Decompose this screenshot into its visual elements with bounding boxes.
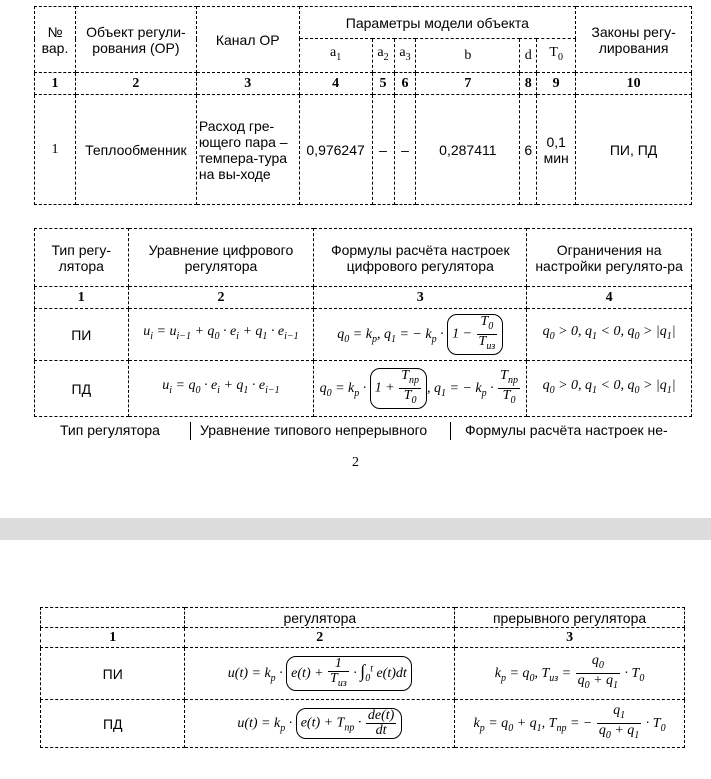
header-b: b	[416, 39, 520, 73]
row-a2: –	[372, 95, 394, 205]
index-cell: 3	[314, 287, 527, 309]
index-cell: 1	[41, 628, 185, 648]
pd-digital-formulas: $q_0 = k_p \cdot 1$ + $\frac{T_{пр}}{T_0}$ , $q_1$ = − $k_p$ · $\frac{T_{пр}}{T_0}$	[314, 361, 527, 417]
row-b: 0,287411	[416, 95, 520, 205]
row-type-pd: ПД	[35, 361, 129, 417]
pi-continuous-formulas: $k_p = q_0$, $T_{из}$ = $\frac{q_0}{q_0 + q_1}$ · $T_0$	[455, 648, 685, 700]
cut-separator	[190, 422, 191, 440]
cut-header-formulas: Формулы расчёта настроек не-	[465, 422, 668, 438]
pd-continuous-equation: $u(t) = k_p \cdot e(t) + T_{пр}$ · $\frac{de(t)}{dt}$	[185, 700, 455, 748]
header-limits: Ограничения на настройки регулято-ра	[527, 229, 692, 287]
page-number: 2	[352, 455, 359, 470]
pi-digital-formulas: $q_0 = k_p$, $q_1$ = − $k_p \cdot 1$ − $\frac{T_0}{T_{из}}$	[314, 309, 527, 361]
row-a1: 0,976247	[299, 95, 372, 205]
row-type-pi: ПИ	[35, 309, 129, 361]
cut-separator	[450, 422, 451, 440]
variant-table	[34, 6, 692, 205]
index-cell: 3	[196, 73, 299, 95]
header-channel: Канал ОР	[196, 7, 299, 73]
index-cell: 4	[299, 73, 372, 95]
row-a3: –	[394, 95, 416, 205]
index-cell: 1	[35, 73, 76, 95]
index-cell: 1	[35, 287, 129, 309]
pi-continuous-equation: $u(t) = k_p \cdot e(t)$ + $\frac{1}{T_{из}}$ · $\int_0^t$ e(t)dt	[185, 648, 455, 700]
pi-digital-equation: $u_i = u_{i-1} + q_0 \cdot e_i + q_1 \cdot e_{i-1}$	[128, 309, 314, 361]
cont-row-type-pd: ПД	[41, 700, 185, 748]
document-page-2	[0, 540, 711, 779]
row-d: 6	[520, 95, 537, 205]
pd-digital-equation: $u_i = q_0 \cdot e_i + q_1 \cdot e_{i-1}$	[128, 361, 314, 417]
index-cell: 10	[576, 73, 692, 95]
pd-limits: $q_0 > 0$, $q_1 < 0$, $q_0 > |q_1|$	[527, 361, 692, 417]
pd-continuous-formulas: $k_p = q_0 + q_1$, $T_{пр}$ = − $\frac{q_1}{q_0 + q_1}$ · $T_0$	[455, 700, 685, 748]
page-gap	[0, 518, 711, 540]
digital-regulator-table	[34, 228, 692, 417]
continuous-regulator-table	[40, 607, 685, 748]
row-variant-number: 1	[35, 95, 76, 205]
index-cell: 6	[394, 73, 416, 95]
header-a2: $a_2$	[372, 39, 394, 73]
header-digital-formulas: Формулы расчёта настроек цифрового регулятора	[314, 229, 527, 287]
row-channel: Расход гре-ющего пара – темпера-тура на вы-ходе	[196, 95, 299, 205]
header-model-params: Параметры модели объекта	[299, 7, 576, 39]
index-cell: 4	[527, 287, 692, 309]
header-t0: $T_0$	[537, 39, 576, 73]
cont-header-equation: регулятора	[185, 608, 455, 628]
index-cell: 3	[455, 628, 685, 648]
cont-row-type-pi: ПИ	[41, 648, 185, 700]
header-object: Объект регули-рования (ОР)	[75, 7, 196, 73]
split-table-header-row	[40, 422, 680, 440]
index-cell: 2	[185, 628, 455, 648]
index-cell: 7	[416, 73, 520, 95]
header-digital-equation: Уравнение цифрового регулятора	[128, 229, 314, 287]
header-variant-number: № вар.	[35, 7, 76, 73]
header-a1: $a_1$	[299, 39, 372, 73]
index-cell: 2	[75, 73, 196, 95]
row-t0: 0,1 мин	[537, 95, 576, 205]
index-cell: 8	[520, 73, 537, 95]
row-laws: ПИ, ПД	[576, 95, 692, 205]
cut-header-equation: Уравнение типового непрерывного	[200, 422, 428, 438]
header-d: d	[520, 39, 537, 73]
index-cell: 2	[128, 287, 314, 309]
header-control-laws: Законы регу-лирования	[576, 7, 692, 73]
index-cell: 5	[372, 73, 394, 95]
row-object: Теплообменник	[75, 95, 196, 205]
pi-limits: $q_0 > 0$, $q_1 < 0$, $q_0 > |q_1|$	[527, 309, 692, 361]
header-regulator-type: Тип регу-лятора	[35, 229, 129, 287]
cont-header-type	[41, 608, 185, 628]
cut-header-type: Тип регулятора	[60, 422, 160, 438]
header-a3: $a_3$	[394, 39, 416, 73]
cont-header-formulas: прерывного регулятора	[455, 608, 685, 628]
index-cell: 9	[537, 73, 576, 95]
